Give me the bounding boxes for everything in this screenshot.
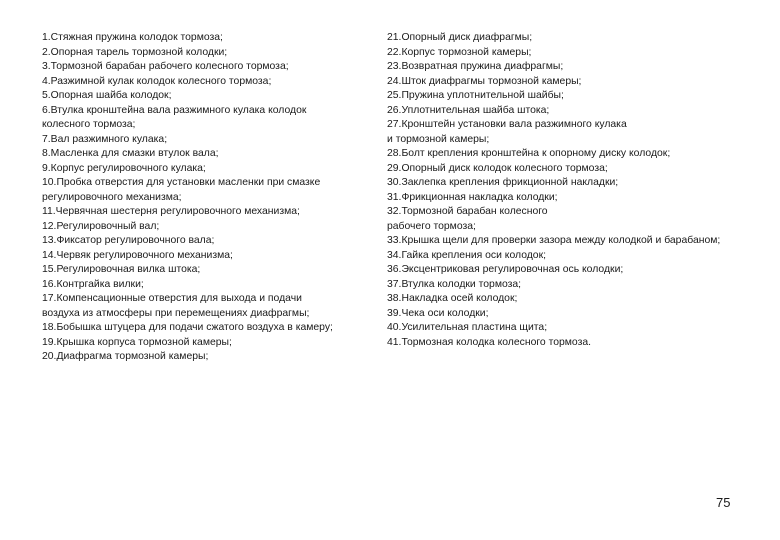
legend-line: 26.Уплотнительная шайба штока; xyxy=(387,104,550,116)
legend-line: 31.Фрикционная накладка колодки; xyxy=(387,191,558,203)
legend-line: 37.Втулка колодки тормоза; xyxy=(387,278,522,290)
legend-line: 8.Масленка для смазки втулок вала; xyxy=(42,148,219,159)
legend-line: 21.Опорный диск диафрагмы; xyxy=(387,32,533,43)
legend-line: регулировочного механизма; xyxy=(42,191,182,203)
legend-left-column xyxy=(42,31,333,365)
legend-line: 5.Опорная шайба колодок; xyxy=(42,90,172,101)
legend-line: 3.Тормозной барабан рабочего колесного тормоза; xyxy=(42,61,289,72)
legend-line: 27.Кронштейн установки вала разжимного кулака xyxy=(387,119,627,130)
legend-line: 28.Болт крепления кронштейна к опорному диску колодок; xyxy=(387,148,671,159)
legend-line: 25.Пружина уплотнительной шайбы; xyxy=(387,90,564,101)
legend-line: 30.Заклепка крепления фрикционной накладки; xyxy=(387,177,619,188)
page-number: 75 xyxy=(716,495,731,510)
legend-line: 36.Эксцентриковая регулировочная ось колодки; xyxy=(387,264,624,275)
legend-line: 15.Регулировочная вилка штока; xyxy=(42,264,201,275)
legend-line: 11.Червячная шестерня регулировочного механизма; xyxy=(42,206,300,217)
legend-line: 19.Крышка корпуса тормозной камеры; xyxy=(42,336,232,348)
legend-line: 29.Опорный диск колодок колесного тормоза; xyxy=(387,162,608,174)
legend-line: 41.Тормозная колодка колесного тормоза. xyxy=(387,336,592,348)
legend-line: 40.Усилительная пластина щита; xyxy=(387,322,548,333)
legend-line: 34.Гайка крепления оси колодок; xyxy=(387,249,547,261)
legend-line: и тормозной камеры; xyxy=(387,133,490,145)
legend-line: 20.Диафрагма тормозной камеры; xyxy=(42,351,209,362)
legend-line: рабочего тормоза; xyxy=(387,220,476,232)
legend-line: 1.Стяжная пружина колодок тормоза; xyxy=(42,32,223,43)
legend-line: 24.Шток диафрагмы тормозной камеры; xyxy=(387,75,582,87)
legend-line: 32.Тормозной барабан колесного xyxy=(387,206,548,217)
legend-line: 7.Вал разжимного кулака; xyxy=(42,133,168,145)
legend-line: 13.Фиксатор регулировочного вала; xyxy=(42,235,215,246)
legend-line: воздуха из атмосферы при перемещениях диафрагмы; xyxy=(42,307,310,319)
legend-line: 38.Накладка осей колодок; xyxy=(387,293,518,304)
legend-line: 2.Опорная тарель тормозной колодки; xyxy=(42,46,228,58)
legend-line: 14.Червяк регулировочного механизма; xyxy=(42,249,233,261)
legend-line: 16.Контргайка вилки; xyxy=(42,278,144,290)
legend-line: 33.Крышка щели для проверки зазора между колодкой и барабаном; xyxy=(387,235,721,246)
legend-line: 18.Бобышка штуцера для подачи сжатого воздуха в камеру; xyxy=(42,322,333,333)
legend-line: 9.Корпус регулировочного кулака; xyxy=(42,162,206,174)
legend-line: 17.Компенсационные отверстия для выхода и подачи xyxy=(42,293,302,304)
legend-line: колесного тормоза; xyxy=(42,119,136,130)
legend-line: 23.Возвратная пружина диафрагмы; xyxy=(387,61,564,72)
legend-line: 6.Втулка кронштейна вала разжимного кулака колодок xyxy=(42,104,307,116)
legend-line: 39.Чека оси колодки; xyxy=(387,307,489,319)
legend-line: 12.Регулировочный вал; xyxy=(42,220,160,232)
legend-right-column xyxy=(387,31,720,350)
legend-line: 22.Корпус тормозной камеры; xyxy=(387,46,532,58)
legend-line: 10.Пробка отверстия для установки масленки при смазке xyxy=(42,177,321,188)
legend-line: 4.Разжимной кулак колодок колесного тормоза; xyxy=(42,75,272,87)
